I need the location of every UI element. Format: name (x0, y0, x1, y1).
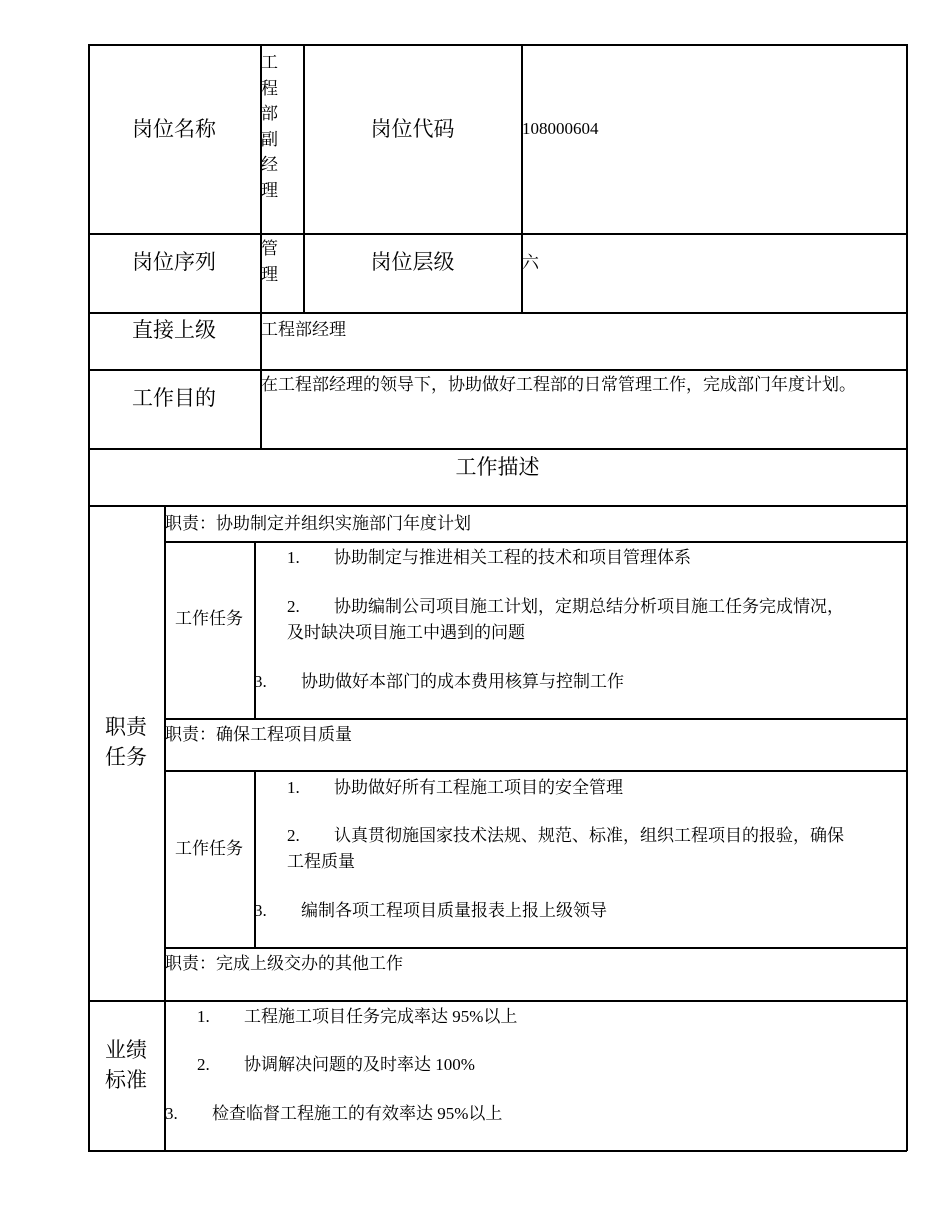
position-level-value: 六 (522, 253, 539, 272)
position-sequence-value: 管理 (261, 239, 278, 284)
table-border-bottom (88, 1150, 907, 1152)
task-text: 编制各项工程项目质量报表上报上级领导 (301, 901, 607, 920)
work-description-title: 工作描述 (455, 455, 540, 479)
performance-number: 2. (197, 1055, 210, 1074)
task-text: 协助做好所有工程施工项目的安全管理 (334, 778, 623, 797)
performance-number: 1. (197, 1007, 210, 1026)
row-divider (164, 770, 907, 772)
row-divider (164, 718, 907, 720)
duties-label-line1: 职责 (105, 715, 147, 739)
purpose-label: 工作目的 (132, 386, 216, 410)
task-number: 2. (287, 826, 300, 845)
supervisor-value: 工程部经理 (261, 320, 346, 339)
position-code-label: 岗位代码 (370, 117, 455, 141)
task-text: 认真贯彻施国家技术法规、规范、标准，组织工程项目的报验，确保 (334, 826, 844, 845)
duty-title: 职责：完成上级交办的其他工作 (165, 954, 403, 973)
row-divider (88, 505, 907, 507)
task-number: 1. (287, 548, 300, 567)
row-divider (164, 541, 907, 543)
task-text: 协助做好本部门的成本费用核算与控制工作 (301, 672, 624, 691)
task-text: 协助制定与推进相关工程的技术和项目管理体系 (334, 548, 691, 567)
task-number: 1. (287, 778, 300, 797)
duty-title: 职责：协助制定并组织实施部门年度计划 (165, 514, 471, 533)
position-sequence-label: 岗位序列 (132, 250, 216, 274)
task-text: 协助编制公司项目施工计划，定期总结分析项目施工任务完成情况， (334, 597, 844, 616)
performance-text: 工程施工项目任务完成率达 95%以上 (244, 1007, 518, 1026)
table-border-left (88, 44, 90, 1151)
task-number: 2. (287, 597, 300, 616)
position-name-label: 岗位名称 (132, 117, 216, 141)
duty-title: 职责：确保工程项目质量 (165, 725, 352, 744)
performance-number: 3. (165, 1104, 178, 1123)
row-divider (88, 369, 907, 371)
row-divider (88, 1000, 907, 1002)
purpose-value: 在工程部经理的领导下，协助做好工程部的日常管理工作，完成部门年度计划。 (261, 375, 856, 394)
performance-label-line2: 标准 (105, 1068, 147, 1092)
row-divider (88, 448, 907, 450)
task-label: 工作任务 (175, 839, 243, 858)
performance-label-line1: 业绩 (105, 1038, 147, 1062)
task-label: 工作任务 (175, 609, 243, 628)
table-border-right (906, 44, 908, 1151)
duties-label (88, 712, 164, 772)
position-name-value: 工程部副经理 (261, 53, 278, 200)
task-text-continued: 及时缺决项目施工中遇到的问题 (287, 623, 525, 642)
table-border-top (88, 44, 907, 46)
task-number: 3. (254, 901, 267, 920)
task-text-continued: 工程质量 (287, 852, 355, 871)
row-divider (88, 233, 907, 235)
task-number: 3. (254, 672, 267, 691)
supervisor-label: 直接上级 (132, 318, 216, 342)
duties-label-line2: 任务 (105, 745, 147, 769)
position-level-label: 岗位层级 (370, 250, 455, 274)
performance-text: 协调解决问题的及时率达 100% (244, 1055, 475, 1074)
position-code-value: 108000604 (522, 119, 599, 138)
col-divider (164, 505, 166, 1151)
performance-text: 检查临督工程施工的有效率达 95%以上 (212, 1104, 503, 1123)
row-divider (88, 312, 907, 314)
row-divider (164, 947, 907, 949)
performance-label (88, 1035, 164, 1095)
